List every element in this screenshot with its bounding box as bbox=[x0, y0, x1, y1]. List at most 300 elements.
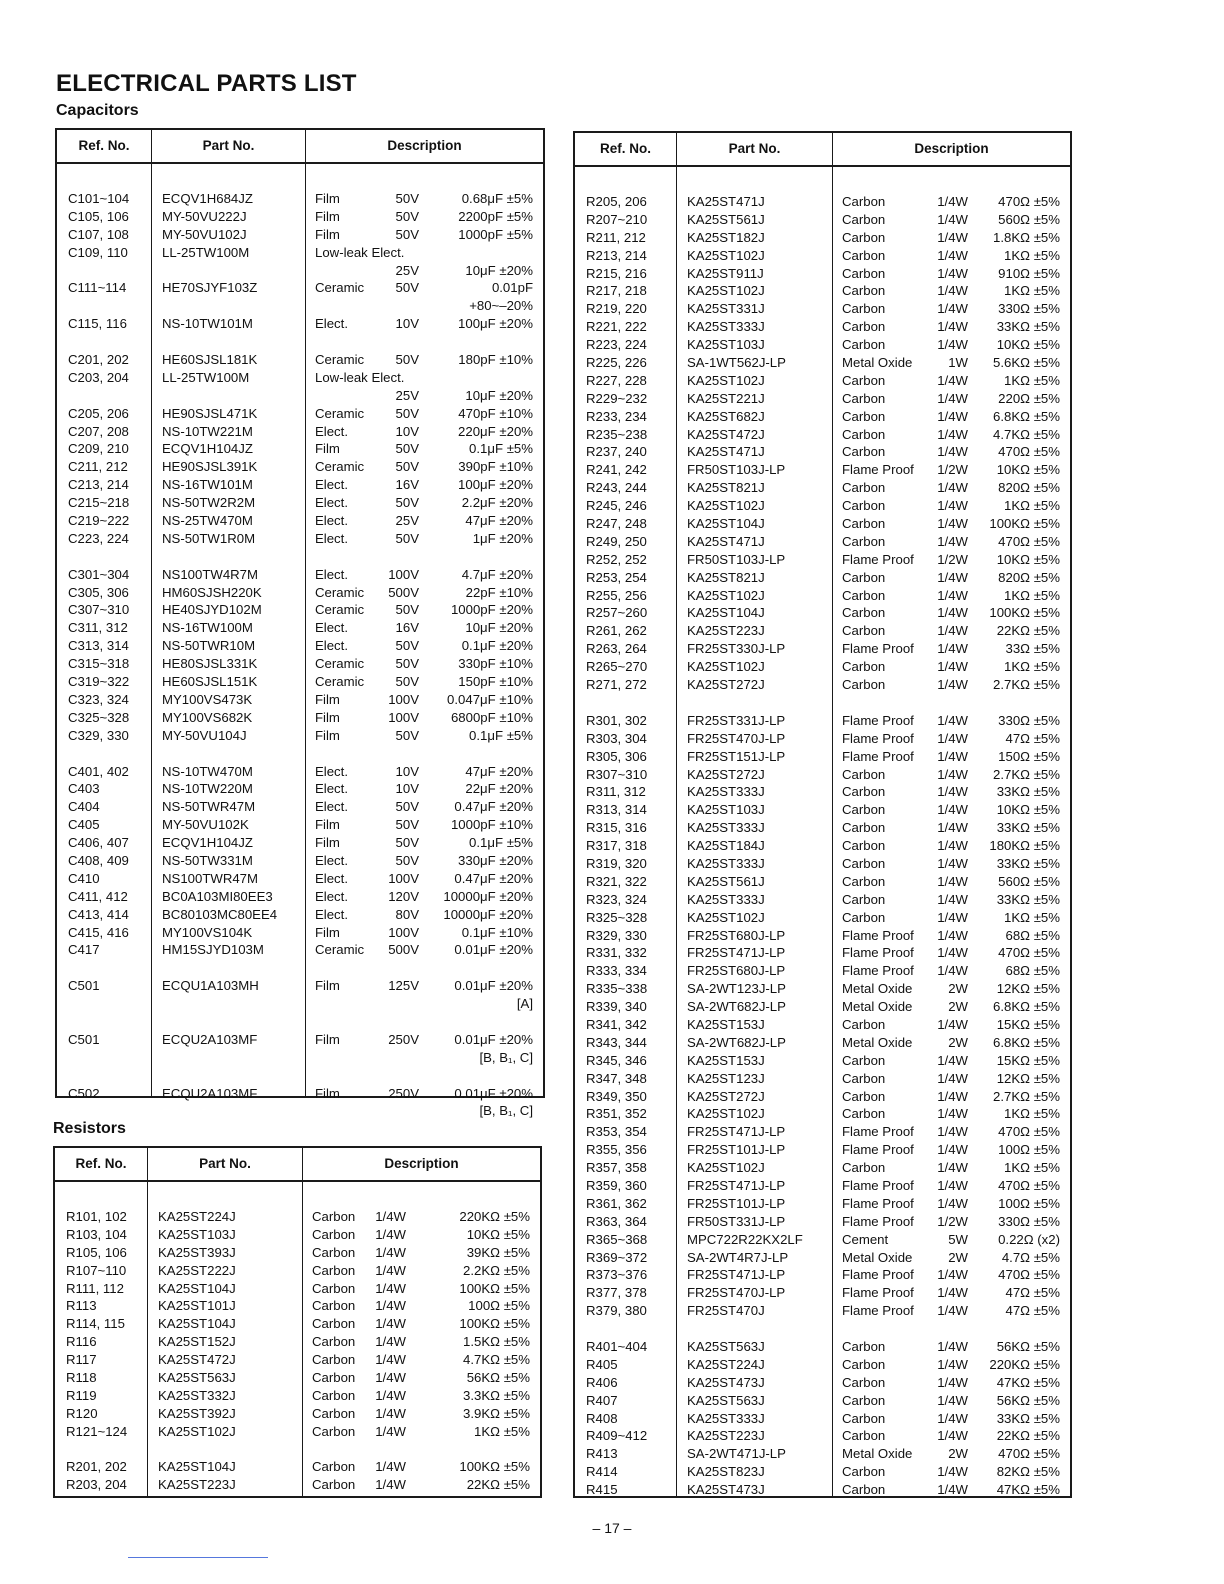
rating-cell: 100V bbox=[388, 691, 419, 707]
part-no-cell: KA25ST333J bbox=[687, 891, 765, 907]
ref-no-cell: R111, 112 bbox=[66, 1280, 124, 1296]
value-cell: 12KΩ ±5% bbox=[996, 1070, 1060, 1086]
rating-cell: 16V bbox=[395, 477, 419, 493]
ref-no-cell: R341, 342 bbox=[586, 1016, 647, 1032]
ref-no-cell: R415 bbox=[586, 1482, 618, 1498]
value-cell: [A] bbox=[516, 996, 533, 1012]
part-no-cell: KA25ST911J bbox=[687, 265, 764, 281]
part-no-cell: FR50ST103J-LP bbox=[687, 462, 786, 478]
table-row bbox=[575, 569, 1070, 587]
type-cell: Ceramic bbox=[315, 459, 365, 475]
rating-cell: 1/4W bbox=[937, 1339, 968, 1354]
value-cell: 0.1μF ±5% bbox=[469, 835, 533, 851]
part-no-cell: KA25ST333J bbox=[687, 820, 765, 836]
ref-no-cell: C115, 116 bbox=[68, 316, 127, 332]
part-no-cell: MY100VS682K bbox=[162, 709, 253, 725]
rating-cell: 1/4W bbox=[937, 1374, 968, 1390]
type-cell: Carbon bbox=[842, 677, 886, 693]
rating-cell: 1/4W bbox=[937, 408, 968, 424]
type-cell: Carbon bbox=[312, 1280, 356, 1296]
table-row bbox=[575, 515, 1070, 533]
rating-cell: 1/4W bbox=[937, 963, 968, 979]
type-cell: Flame Proof bbox=[842, 1267, 914, 1283]
ref-no-cell: C325~328 bbox=[68, 709, 130, 725]
value-cell: 0.47μF ±20% bbox=[454, 870, 533, 886]
part-no-header: Part No. bbox=[676, 133, 832, 165]
type-cell: Carbon bbox=[312, 1459, 356, 1475]
rating-cell: 1/4W bbox=[937, 623, 968, 639]
type-cell: Carbon bbox=[842, 372, 886, 388]
value-cell: 1KΩ ±5% bbox=[1004, 283, 1060, 299]
rating-cell: 1/4W bbox=[937, 444, 968, 460]
part-no-cell: SA-1WT562J-LP bbox=[687, 355, 786, 371]
table-row bbox=[575, 1088, 1070, 1106]
type-cell: Ceramic bbox=[315, 602, 365, 618]
ref-no-cell: R261, 262 bbox=[586, 623, 647, 639]
ref-no-cell: C207, 208 bbox=[68, 423, 129, 439]
table-row bbox=[57, 673, 543, 691]
ref-no-cell: C111~114 bbox=[68, 280, 127, 296]
ref-no-cell: R255, 256 bbox=[586, 587, 647, 603]
table-row bbox=[575, 622, 1070, 640]
part-no-cell: SA-2WT682J-LP bbox=[687, 1034, 786, 1050]
ref-no-cell: R355, 356 bbox=[586, 1142, 647, 1158]
value-cell: 33KΩ ±5% bbox=[996, 820, 1060, 836]
type-cell: Elect. bbox=[315, 566, 348, 582]
rating-cell: 50V bbox=[395, 674, 419, 690]
table-row bbox=[57, 888, 543, 906]
type-cell: Carbon bbox=[842, 319, 886, 335]
value-cell: 4.7KΩ ±5% bbox=[463, 1352, 530, 1368]
type-cell: Carbon bbox=[312, 1244, 356, 1260]
ref-no-cell: R301, 302 bbox=[586, 712, 647, 728]
type-cell: Ceramic bbox=[315, 656, 365, 672]
part-no-cell: MY-50VU102K bbox=[162, 817, 249, 833]
part-no-cell: NS-10TW470M bbox=[162, 763, 253, 779]
ref-no-cell: R113 bbox=[66, 1298, 97, 1314]
part-no-cell: KA25ST222J bbox=[158, 1262, 236, 1278]
table-row bbox=[575, 1356, 1070, 1374]
part-no-cell bbox=[151, 995, 305, 1013]
value-cell: 4.7Ω ±5% bbox=[1001, 1249, 1060, 1265]
ref-no-cell: R257~260 bbox=[586, 605, 648, 621]
value-cell: 1KΩ ±5% bbox=[1004, 247, 1060, 263]
table-row bbox=[575, 1195, 1070, 1213]
table-row bbox=[575, 1105, 1070, 1123]
part-no-cell: HE90SJSL391K bbox=[162, 459, 258, 475]
table-row bbox=[57, 1085, 543, 1103]
type-cell: Elect. bbox=[315, 530, 348, 546]
type-cell: Carbon bbox=[842, 873, 886, 889]
table-row bbox=[575, 837, 1070, 855]
value-cell: 0.1μF ±5% bbox=[469, 727, 533, 743]
part-no-cell: KA25ST101J bbox=[158, 1298, 236, 1314]
ref-no-cell bbox=[57, 262, 151, 280]
rating-cell: 1/4W bbox=[937, 712, 968, 728]
part-no-cell: HE60SJSL181K bbox=[162, 352, 258, 368]
table-row bbox=[57, 763, 543, 781]
table-row bbox=[575, 1034, 1070, 1052]
ref-no-cell: C408, 409 bbox=[68, 852, 129, 868]
type-cell: Carbon bbox=[842, 891, 886, 907]
value-cell: 15KΩ ±5% bbox=[996, 1052, 1060, 1068]
ref-no-cell: C403 bbox=[68, 781, 100, 797]
type-cell: Film bbox=[315, 727, 340, 743]
rating-cell: 1/4W bbox=[937, 1052, 968, 1068]
table-row bbox=[575, 1070, 1070, 1088]
part-no-cell: KA25ST102J bbox=[687, 909, 765, 925]
table-row bbox=[57, 637, 543, 655]
table-row bbox=[575, 1052, 1070, 1070]
value-cell: 3.9KΩ ±5% bbox=[463, 1405, 530, 1421]
table-row bbox=[575, 927, 1070, 945]
part-no-cell: NS-50TW1R0M bbox=[162, 530, 256, 546]
table-row bbox=[575, 336, 1070, 354]
table-row bbox=[55, 1458, 540, 1476]
ref-no-cell: C215~218 bbox=[68, 495, 130, 511]
part-no-cell: SA-2WT123J-LP bbox=[687, 981, 786, 997]
part-no-cell: FR25ST101J-LP bbox=[687, 1142, 786, 1158]
ref-no-cell: C105, 106 bbox=[68, 208, 129, 224]
ref-no-cell: C319~322 bbox=[68, 674, 130, 690]
rating-cell: 1/4W bbox=[937, 748, 968, 764]
value-cell: 470pF ±10% bbox=[458, 405, 533, 421]
part-no-cell: ECQV1H104JZ bbox=[162, 835, 253, 851]
rating-cell: 1/4W bbox=[375, 1298, 406, 1314]
type-cell bbox=[305, 1049, 375, 1067]
rating-cell: 5W bbox=[948, 1231, 968, 1247]
part-no-cell: SA-2WT682J-LP bbox=[687, 999, 786, 1015]
part-no-cell: KA25ST102J bbox=[687, 247, 765, 263]
rating-cell: 50V bbox=[395, 495, 419, 511]
value-cell bbox=[419, 244, 543, 262]
value-cell: 100Ω ±5% bbox=[998, 1142, 1060, 1158]
part-no-cell: NS-50TW2R2M bbox=[162, 495, 256, 511]
rating-cell: 1/4W bbox=[375, 1226, 406, 1242]
type-cell: Film bbox=[315, 691, 340, 707]
table-row bbox=[57, 709, 543, 727]
value-cell: 470Ω ±5% bbox=[998, 533, 1060, 549]
part-no-cell: KA25ST821J bbox=[687, 480, 765, 496]
type-cell: Elect. bbox=[315, 477, 348, 493]
part-no-cell: MY-50VU102J bbox=[162, 226, 247, 242]
ref-no-cell: R315, 316 bbox=[586, 820, 647, 836]
rating-cell: 25V bbox=[395, 262, 419, 278]
part-no-cell: ECQU2A103MF bbox=[162, 1085, 258, 1101]
rating-cell: 50V bbox=[395, 602, 419, 618]
part-no-cell: FR25ST470J-LP bbox=[687, 1285, 786, 1301]
rating-cell: 1/4W bbox=[937, 677, 968, 693]
table-row bbox=[57, 262, 543, 280]
rating-cell: 1/4W bbox=[937, 909, 968, 925]
table-row bbox=[57, 315, 543, 333]
value-cell: 0.047μF ±10% bbox=[447, 691, 533, 707]
value-cell: 10μF ±20% bbox=[465, 620, 533, 636]
table-row bbox=[55, 1405, 540, 1423]
part-no-cell: KA25ST272J bbox=[687, 1088, 765, 1104]
table-row bbox=[57, 601, 543, 619]
part-no-cell: KA25ST823J bbox=[687, 1464, 765, 1480]
ref-no-cell: R311, 312 bbox=[586, 784, 646, 800]
ref-no-cell: R241, 242 bbox=[586, 462, 647, 478]
ref-no-cell: C305, 306 bbox=[68, 584, 129, 600]
rating-cell: 2W bbox=[948, 981, 968, 997]
rating-cell bbox=[375, 1049, 419, 1067]
type-cell: Film bbox=[315, 191, 340, 206]
type-cell: Film bbox=[315, 226, 340, 242]
type-cell: Elect. bbox=[315, 495, 348, 511]
type-cell: Carbon bbox=[842, 659, 886, 675]
table-row bbox=[575, 229, 1070, 247]
ref-no-cell: R101, 102 bbox=[66, 1209, 127, 1224]
resistors-heading: Resistors bbox=[53, 1120, 126, 1137]
table-row bbox=[575, 730, 1070, 748]
table-row bbox=[575, 783, 1070, 801]
part-no-cell: KA25ST102J bbox=[687, 283, 765, 299]
ref-no-cell: C107, 108 bbox=[68, 226, 129, 242]
type-cell: Flame Proof bbox=[842, 1303, 914, 1319]
ref-no-cell: C417 bbox=[68, 942, 100, 958]
table-row bbox=[575, 1338, 1070, 1356]
ref-no-cell bbox=[57, 297, 151, 315]
table-row bbox=[57, 512, 543, 530]
value-cell: 0.01μF ±20% bbox=[454, 978, 533, 994]
ref-no-cell: R347, 348 bbox=[586, 1070, 647, 1086]
value-cell: 33KΩ ±5% bbox=[996, 784, 1060, 800]
rating-cell: 1/4W bbox=[937, 1195, 968, 1211]
type-cell: Carbon bbox=[842, 855, 886, 871]
table-row bbox=[575, 748, 1070, 766]
type-cell: Elect. bbox=[315, 888, 348, 904]
ref-no-cell: R252, 252 bbox=[586, 551, 647, 567]
table-row bbox=[57, 1031, 543, 1049]
table-row bbox=[57, 655, 543, 673]
table-row bbox=[575, 801, 1070, 819]
rating-cell: 1/4W bbox=[375, 1316, 406, 1332]
value-cell: 1000pF ±5% bbox=[458, 226, 533, 242]
part-no-cell: NS100TW4R7M bbox=[162, 566, 259, 582]
table-row bbox=[575, 1213, 1070, 1231]
ref-no-cell: R307~310 bbox=[586, 766, 648, 782]
value-cell: +80~–20% bbox=[469, 298, 533, 314]
rating-cell: 1/4W bbox=[375, 1244, 406, 1260]
table-row bbox=[575, 372, 1070, 390]
part-no-cell: LL-25TW100M bbox=[162, 369, 250, 385]
part-no-cell: HE40SJYD102M bbox=[162, 602, 262, 618]
table-row bbox=[575, 819, 1070, 837]
table-row bbox=[55, 1351, 540, 1369]
table-row bbox=[57, 727, 543, 745]
type-cell: Carbon bbox=[842, 1106, 886, 1122]
resistors-right-rows bbox=[575, 165, 1070, 1499]
type-cell: Flame Proof bbox=[842, 1177, 914, 1193]
value-cell: 1μF ±20% bbox=[472, 530, 533, 546]
part-no-cell: KA25ST104J bbox=[687, 516, 765, 532]
rating-cell: 50V bbox=[395, 459, 419, 475]
table-row bbox=[57, 798, 543, 816]
value-cell: 910Ω ±5% bbox=[998, 265, 1060, 281]
ref-no-cell bbox=[57, 1049, 151, 1067]
ref-no-cell: R408 bbox=[586, 1410, 618, 1426]
value-cell: 0.1μF ±5% bbox=[469, 441, 533, 457]
ref-no-cell bbox=[57, 1102, 151, 1120]
type-cell: Carbon bbox=[312, 1352, 356, 1368]
part-no-cell: KA25ST471J bbox=[687, 444, 765, 460]
table-row bbox=[575, 587, 1070, 605]
ref-no-cell: C502 bbox=[68, 1085, 100, 1101]
part-no-cell: KA25ST471J bbox=[687, 533, 765, 549]
rating-cell: 100V bbox=[388, 870, 419, 886]
rating-cell: 50V bbox=[395, 852, 419, 868]
ref-no-cell: R325~328 bbox=[586, 909, 648, 925]
part-no-cell: FR25ST471J-LP bbox=[687, 945, 786, 961]
part-no-header: Part No. bbox=[151, 130, 305, 162]
part-no-cell: HE90SJSL471K bbox=[162, 405, 258, 421]
type-cell: Elect. bbox=[315, 620, 348, 636]
ref-no-cell: R323, 324 bbox=[586, 891, 647, 907]
rating-cell: 120V bbox=[388, 888, 419, 904]
part-no-cell: KA25ST333J bbox=[687, 855, 765, 871]
table-row bbox=[57, 870, 543, 888]
ref-no-cell: R357, 358 bbox=[586, 1160, 647, 1176]
table-row bbox=[575, 909, 1070, 927]
type-cell: Carbon bbox=[842, 516, 886, 532]
value-cell: 820Ω ±5% bbox=[998, 569, 1060, 585]
type-cell: Elect. bbox=[315, 423, 348, 439]
rating-cell: 2W bbox=[948, 999, 968, 1015]
table-row bbox=[55, 1262, 540, 1280]
table-row bbox=[57, 494, 543, 512]
value-cell: 0.01μF ±20% bbox=[454, 942, 533, 958]
value-cell: 330pF ±10% bbox=[458, 656, 533, 672]
type-cell: Ceramic bbox=[315, 584, 365, 600]
type-cell: Carbon bbox=[842, 909, 886, 925]
table-row bbox=[57, 941, 543, 959]
rating-cell: 125V bbox=[388, 978, 419, 994]
part-no-cell: KA25ST563J bbox=[687, 1392, 765, 1408]
rating-cell: 1/4W bbox=[375, 1423, 406, 1439]
type-cell: Flame Proof bbox=[842, 1285, 914, 1301]
value-cell: 1.8KΩ ±5% bbox=[993, 229, 1060, 245]
value-cell: 12KΩ ±5% bbox=[996, 981, 1060, 997]
ref-no-cell: R213, 214 bbox=[586, 247, 647, 263]
table-row bbox=[57, 351, 543, 369]
rating-cell: 1/4W bbox=[937, 426, 968, 442]
value-cell: 68Ω ±5% bbox=[1005, 927, 1060, 943]
ref-no-cell: R349, 350 bbox=[586, 1088, 647, 1104]
value-cell: 47Ω ±5% bbox=[1005, 1285, 1060, 1301]
table-row bbox=[57, 423, 543, 441]
ref-no-cell: R215, 216 bbox=[586, 265, 647, 281]
value-cell: 0.22Ω (x2) bbox=[998, 1231, 1060, 1247]
table-row bbox=[57, 190, 543, 208]
value-cell: 2.2KΩ ±5% bbox=[463, 1262, 530, 1278]
type-cell: Carbon bbox=[842, 229, 886, 245]
part-no-cell: KA25ST182J bbox=[687, 229, 765, 245]
ref-no-cell: R339, 340 bbox=[586, 999, 647, 1015]
value-cell: 56KΩ ±5% bbox=[996, 1339, 1060, 1354]
value-cell: 1KΩ ±5% bbox=[1004, 498, 1060, 514]
part-no-cell: KA25ST471J bbox=[687, 194, 765, 209]
value-cell: 10μF ±20% bbox=[465, 262, 533, 278]
part-no-cell: KA25ST153J bbox=[687, 1052, 765, 1068]
ref-no-cell bbox=[57, 387, 151, 405]
table-row bbox=[57, 619, 543, 637]
ref-no-cell: R247, 248 bbox=[586, 516, 647, 532]
value-cell: 1KΩ ±5% bbox=[1004, 587, 1060, 603]
table-row bbox=[575, 211, 1070, 229]
value-cell: 10000μF ±20% bbox=[443, 888, 533, 904]
rating-cell: 25V bbox=[395, 513, 419, 529]
page-number: – 17 – bbox=[592, 1520, 632, 1536]
rating-cell: 1/4W bbox=[937, 820, 968, 836]
table-row bbox=[575, 1374, 1070, 1392]
ref-no-cell: R121~124 bbox=[66, 1423, 128, 1439]
rating-cell: 1/2W bbox=[937, 551, 968, 567]
value-cell: 2.7KΩ ±5% bbox=[993, 1088, 1060, 1104]
value-cell: 22KΩ ±5% bbox=[996, 1428, 1060, 1444]
type-cell: Elect. bbox=[315, 906, 348, 922]
part-no-cell: NS-10TW221M bbox=[162, 423, 253, 439]
table-row bbox=[55, 1226, 540, 1244]
table-row bbox=[55, 1315, 540, 1333]
part-no-cell: ECQV1H104JZ bbox=[162, 441, 253, 457]
capacitors-heading: Capacitors bbox=[56, 102, 139, 119]
type-cell bbox=[305, 1102, 375, 1120]
rating-cell: 50V bbox=[395, 656, 419, 672]
part-no-cell: KA25ST223J bbox=[687, 623, 765, 639]
type-cell: Carbon bbox=[842, 1016, 886, 1032]
rating-cell: 1/4W bbox=[937, 1356, 968, 1372]
ref-no-header: Ref. No. bbox=[75, 1156, 127, 1172]
part-no-cell: NS-16TW100M bbox=[162, 620, 253, 636]
table-row bbox=[575, 944, 1070, 962]
rating-cell: 50V bbox=[395, 405, 419, 421]
ref-no-cell: R321, 322 bbox=[586, 873, 647, 889]
value-cell: 330Ω ±5% bbox=[998, 712, 1060, 728]
table-row bbox=[575, 712, 1070, 730]
value-cell: 47Ω ±5% bbox=[1005, 730, 1060, 746]
table-row bbox=[575, 426, 1070, 444]
type-cell: Elect. bbox=[315, 513, 348, 529]
ref-no-cell: R249, 250 bbox=[586, 533, 647, 549]
table-row bbox=[575, 1231, 1070, 1249]
part-no-cell: NS-50TWR47M bbox=[162, 799, 256, 815]
value-cell: 470Ω ±5% bbox=[998, 1124, 1060, 1140]
value-cell: 330μF ±20% bbox=[458, 852, 533, 868]
value-cell: 10KΩ ±5% bbox=[996, 551, 1060, 567]
type-cell: Carbon bbox=[842, 569, 886, 585]
part-no-cell: KA25ST561J bbox=[687, 211, 765, 227]
value-cell: 100KΩ ±5% bbox=[989, 516, 1060, 532]
value-cell: 56KΩ ±5% bbox=[996, 1392, 1060, 1408]
ref-no-cell: R105, 106 bbox=[66, 1244, 127, 1260]
rating-cell: 50V bbox=[395, 191, 419, 206]
rating-cell: 500V bbox=[388, 942, 419, 958]
rating-cell: 250V bbox=[388, 1031, 419, 1047]
part-no-cell: KA25ST332J bbox=[158, 1387, 236, 1403]
rating-cell: 1/4W bbox=[937, 265, 968, 281]
type-cell: Carbon bbox=[842, 498, 886, 514]
rating-cell: 1/4W bbox=[937, 283, 968, 299]
table-row bbox=[575, 1427, 1070, 1445]
value-cell: 1KΩ ±5% bbox=[1004, 1160, 1060, 1176]
rating-cell: 1/4W bbox=[937, 730, 968, 746]
ref-no-header: Ref. No. bbox=[599, 141, 651, 157]
ref-no-cell: R119 bbox=[66, 1387, 97, 1403]
value-cell: 6.8KΩ ±5% bbox=[993, 408, 1060, 424]
table-row bbox=[575, 390, 1070, 408]
